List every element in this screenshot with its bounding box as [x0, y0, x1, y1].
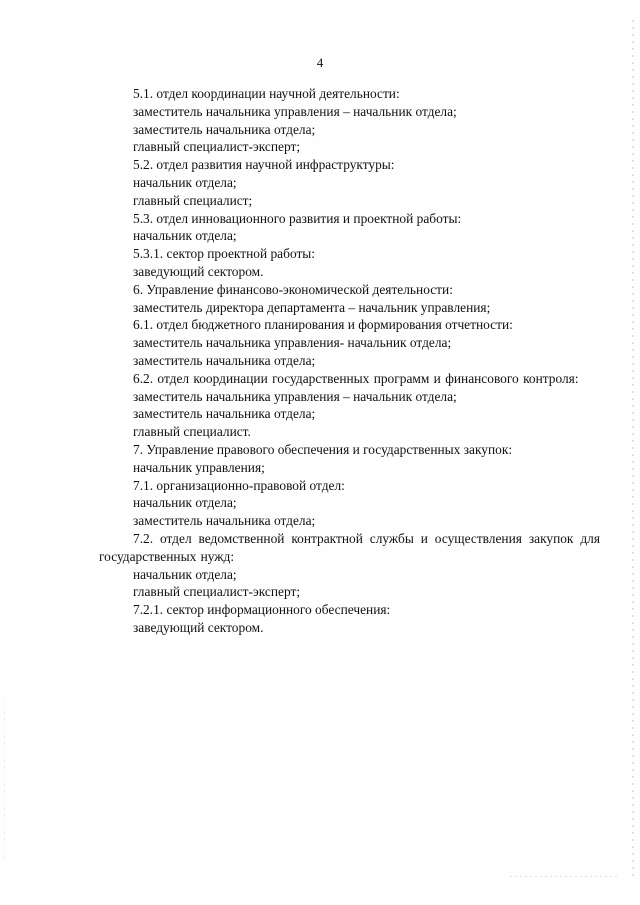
document-line: заместитель начальника управления – начальник отдела;	[133, 388, 457, 404]
document-line: заместитель начальника отдела;	[133, 513, 316, 529]
document-line: 6.1. отдел бюджетного планирования и формирования отчетности:	[133, 317, 513, 333]
scan-edge-artifact	[510, 876, 620, 877]
document-line: 7.2.1. сектор информационного обеспечения:	[133, 602, 391, 618]
document-line: главный специалист-эксперт;	[133, 584, 301, 600]
document-line: 5.2. отдел развития научной инфраструктуры:	[133, 157, 395, 173]
document-line: начальник отдела;	[133, 566, 237, 582]
document-paragraph: 6.2. отдел координации государственных программ и финансового контроля:	[133, 370, 579, 386]
document-line: заместитель начальника управления – начальник отдела;	[133, 103, 457, 119]
document-line: заместитель начальника отдела;	[133, 121, 316, 137]
document-line: заместитель начальника управления- начальник отдела;	[133, 335, 452, 351]
document-line: заведующий сектором.	[133, 263, 264, 279]
document-line: начальник отдела;	[133, 228, 237, 244]
document-line: начальник отдела;	[133, 174, 237, 190]
document-line: начальник отдела;	[133, 495, 237, 511]
document-line: заместитель директора департамента – начальник управления;	[133, 299, 491, 315]
document-line: 7.1. организационно-правовой отдел:	[133, 477, 345, 493]
scan-edge-artifact	[632, 20, 634, 880]
document-paragraph: 7.2. отдел ведомственной контрактной службы и осуществления закупок для государственных нужд:	[99, 530, 600, 564]
document-line: начальник управления;	[133, 459, 265, 475]
document-line: 6. Управление финансово-экономической деятельности:	[133, 281, 453, 297]
scan-edge-artifact	[4, 700, 5, 860]
document-line: 7. Управление правового обеспечения и государственных закупок:	[133, 441, 513, 457]
document-line: главный специалист-эксперт;	[133, 139, 301, 155]
page-number: 4	[316, 55, 324, 70]
document-line: заместитель начальника отдела;	[133, 406, 316, 422]
document-line: главный специалист;	[133, 192, 253, 208]
document-line: 5.3. отдел инновационного развития и проектной работы:	[133, 210, 462, 226]
document-line: главный специалист.	[133, 424, 251, 440]
document-line: заместитель начальника отдела;	[133, 352, 316, 368]
document-line: 5.1. отдел координации научной деятельности:	[133, 86, 400, 101]
document-line: 5.3.1. сектор проектной работы:	[133, 246, 316, 262]
document-body	[99, 85, 600, 637]
document-line: заведующий сектором.	[133, 619, 264, 635]
